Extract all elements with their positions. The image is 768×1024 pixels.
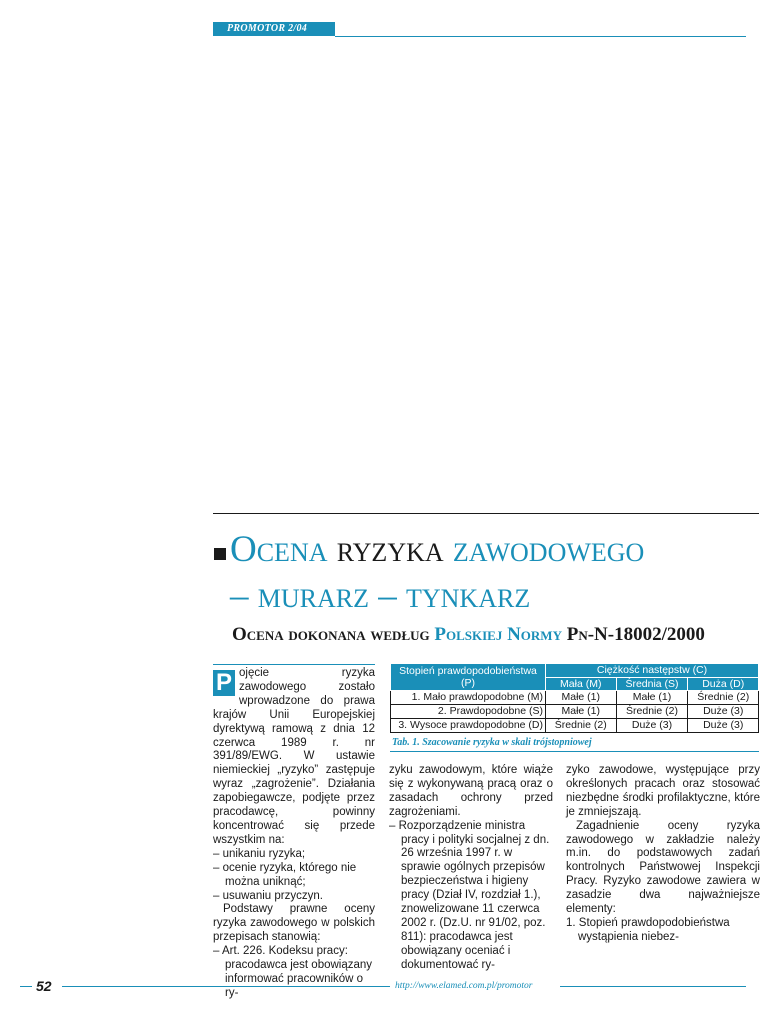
table-caption-rule — [390, 751, 759, 752]
col2-paragraph2: – Rozporządzenie ministra pracy i polityki socjalnej z dn. 26 września 1997 r. w sprawie ogólnych przepisów bezpieczeństwa i higieny pracy (Dział IV, rozdział 1.), znowelizowane 11 czerwca 2002 r. (Dz.U. nr 91/02, poz. 811): pracodawca jest obowiązany oceniać i dokumentować ry- — [389, 819, 550, 971]
table-header-probability: Stopień prawdopodobieństwa (P) — [391, 664, 546, 691]
subtitle-part2: Polskiej Normy — [434, 624, 562, 645]
table-row-label: 3. Wysoce prawdopodobne (D) — [391, 719, 546, 733]
risk-assessment-table — [390, 663, 759, 733]
col1-list-item: – unikaniu ryzyka; — [213, 847, 306, 860]
col3-paragraph1: zyko zawodowe, występujące przy określonych pracach oraz stosować niezbędne środki profilaktyczne, które je zmniejszają. — [566, 764, 760, 818]
article-title-line2: – murarz – tynkarz — [230, 575, 531, 616]
table-cell: Małe (1) — [546, 705, 617, 719]
col1-paragraph3: – Art. 226. Kodeksu pracy: pracodawca jest obowiązany informować pracowników o ry- — [213, 945, 373, 999]
table-cell: Duże (3) — [688, 705, 759, 719]
table-header-severity: Ciężkość następstw (C) — [546, 664, 759, 678]
table-row — [391, 691, 759, 705]
table-row-label: 1. Mało prawdopodobne (M) — [391, 691, 546, 705]
table-row-label: 2. Prawdopodobne (S) — [391, 705, 546, 719]
footer-url-link[interactable]: http://www.elamed.com.pl/promotor — [395, 981, 533, 991]
col1-paragraph2: Podstawy prawne oceny ryzyka zawodowego w polskich przepisach stanowią: — [213, 903, 375, 944]
journal-header-badge: PROMOTOR 2/04 — [213, 22, 335, 36]
page-number: 52 — [36, 978, 52, 994]
drop-cap: P — [213, 670, 235, 696]
header-rule — [335, 36, 746, 37]
col1-paragraph1: ojęcie ryzyka zawodowego zostało wprowadzone do prawa krajów Unii Europejskiej dyrektywą ramową z dnia 12 czerwca 1989 r. nr 391/89/EWG. W ustawie niemieckiej „ryzyko” zastępuje wyraz „zagrożenie”. Działania zapobiegawcze, podjęte przez pracodawcę, powinny koncentrować się przede wszystkim na: — [213, 667, 375, 846]
title-word-ocena: Ocena — [230, 529, 328, 570]
col3-paragraph2: Zagadnienie oceny ryzyka zawodowego w zakładzie należy m.in. do podstawowych zadań kontrolnych Państwowej Inspekcji Pracy. Ryzyko zawodowe zawiera w zasadzie dwa najważniejsze elementy: — [566, 819, 760, 916]
table-cell: Średnie (2) — [688, 691, 759, 705]
subtitle-part3: Pn-N-18002/2000 — [566, 624, 705, 645]
table-cell: Małe (1) — [546, 691, 617, 705]
title-word-ryzyka: ryzyka — [336, 529, 444, 570]
title-bullet-square — [214, 548, 226, 560]
article-subtitle — [232, 623, 705, 647]
col1-list-item: – ocenie ryzyka, którego nie można uniknąć; — [213, 861, 357, 888]
table-subheader: Mała (M) — [546, 677, 617, 691]
column-3 — [566, 764, 760, 945]
col1-list-item: – usuwaniu przyczyn. — [213, 889, 323, 902]
table-cell: Małe (1) — [616, 691, 688, 705]
column-2 — [389, 764, 553, 973]
footer-rule-left — [20, 986, 32, 987]
col2-paragraph1: zyku zawodowym, które wiąże się z wykonywaną pracą oraz o zasadach ochrony przed zagrożeniami. — [389, 764, 553, 818]
article-title-line1 — [230, 525, 644, 575]
table-caption: Tab. 1. Szacowanie ryzyka w skali trójstopniowej — [392, 737, 592, 748]
table-cell: Duże (3) — [616, 719, 688, 733]
table-subheader: Średnia (S) — [616, 677, 688, 691]
footer-rule-right — [560, 986, 746, 987]
footer-rule-middle — [62, 986, 390, 987]
title-rule — [213, 513, 759, 514]
table-cell: Średnie (2) — [616, 705, 688, 719]
table-cell: Średnie (2) — [546, 719, 617, 733]
col3-paragraph3: 1. Stopień prawdopodobieństwa wystąpienia niebez- — [566, 916, 730, 943]
title-word-zawodowego: zawodowego — [452, 529, 645, 570]
subtitle-part1: Ocena dokonana według — [232, 624, 430, 645]
table-cell: Duże (3) — [688, 719, 759, 733]
table-row — [391, 705, 759, 719]
table-subheader: Duża (D) — [688, 677, 759, 691]
table-row — [391, 719, 759, 733]
column-1 — [213, 664, 375, 1001]
